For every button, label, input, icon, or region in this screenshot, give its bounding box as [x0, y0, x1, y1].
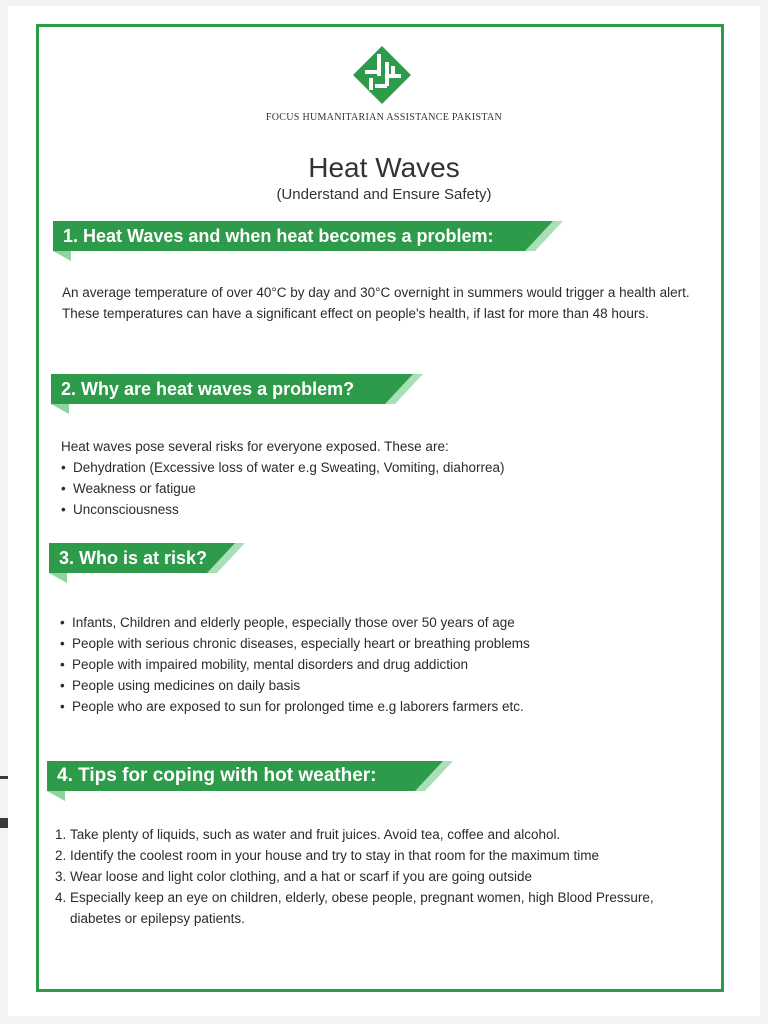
- list-item: • Unconsciousness: [61, 499, 701, 520]
- list-item: • People who are exposed to sun for prolonged time e.g laborers farmers etc.: [60, 696, 700, 717]
- page-subtitle: (Understand and Ensure Safety): [276, 186, 492, 203]
- section-1-body: [62, 282, 702, 324]
- section-4-list: [52, 824, 702, 929]
- section-1-heading: 1. Heat Waves and when heat becomes a problem:: [63, 226, 494, 246]
- section-3-body: [60, 612, 700, 717]
- section-4-heading: 4. Tips for coping with hot weather:: [57, 765, 377, 786]
- list-item: 1. Take plenty of liquids, such as water and fruit juices. Avoid tea, coffee and alcohol.: [70, 824, 702, 845]
- section-2-heading: 2. Why are heat waves a problem?: [61, 379, 355, 399]
- list-item: 4. Especially keep an eye on children, elderly, obese people, pregnant women, high Blood Pressure, diabetes or epilepsy patients.: [70, 887, 702, 929]
- list-item: • Infants, Children and elderly people, especially those over 50 years of age: [60, 612, 700, 633]
- section-2-list: [61, 457, 701, 520]
- fhap-logo-icon: [351, 44, 413, 106]
- section-1-banner: [53, 221, 573, 261]
- list-item: • People using medicines on daily basis: [60, 675, 700, 696]
- section-4-banner: [47, 761, 455, 801]
- section-4-body: [52, 824, 702, 929]
- scan-edge-mark: [0, 818, 8, 828]
- list-item: 2. Identify the coolest room in your house and try to stay in that room for the maximum time: [70, 845, 702, 866]
- section-2-intro: Heat waves pose several risks for everyone exposed. These are:: [61, 439, 449, 454]
- organization-name: FOCUS HUMANITARIAN ASSISTANCE PAKISTAN: [265, 112, 503, 123]
- section-2-banner: [51, 374, 423, 414]
- list-item: 3. Wear loose and light color clothing, and a hat or scarf if you are going outside: [70, 866, 702, 887]
- list-item: • People with impaired mobility, mental disorders and drug addiction: [60, 654, 700, 675]
- section-2-body: [61, 436, 701, 520]
- document-page: [8, 6, 760, 1016]
- list-item: • People with serious chronic diseases, especially heart or breathing problems: [60, 633, 700, 654]
- section-3-banner: [49, 543, 245, 583]
- list-item: • Dehydration (Excessive loss of water e.g Sweating, Vomiting, diahorrea): [61, 457, 701, 478]
- section-3-heading: 3. Who is at risk?: [59, 548, 208, 568]
- scan-edge-mark: [0, 776, 8, 779]
- section-3-list: [60, 612, 700, 717]
- list-item: • Weakness or fatigue: [61, 478, 701, 499]
- page-title: Heat Waves: [308, 152, 460, 183]
- section-1-paragraph: An average temperature of over 40°C by day and 30°C overnight in summers would trigger a health alert. These temperatures can have a significant effect on people's health, if last for more than 48 hours.: [62, 285, 690, 321]
